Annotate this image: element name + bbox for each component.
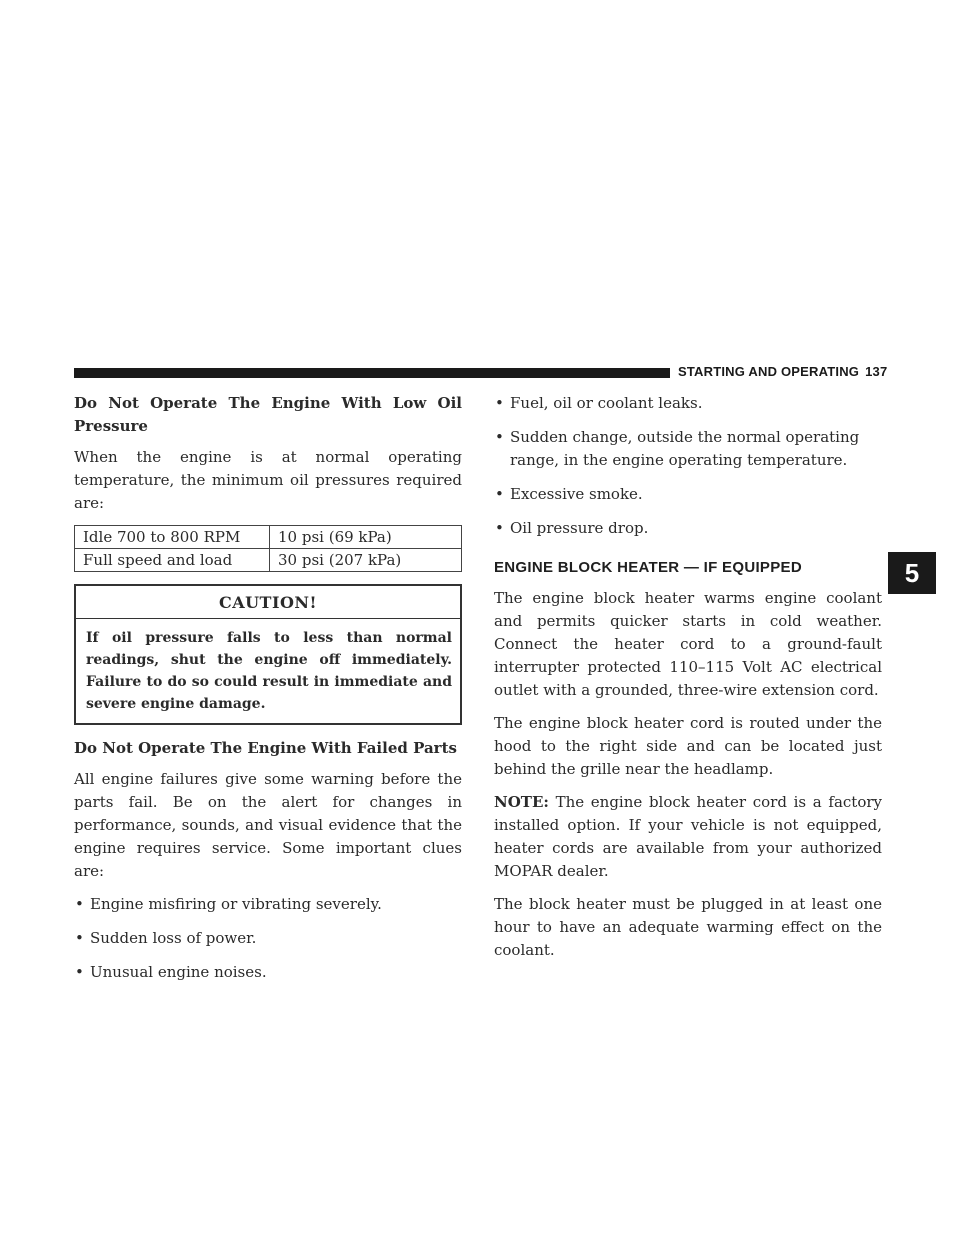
left-column [74,392,462,995]
section-title: STARTING AND OPERATING [678,364,860,379]
block-heater-p2: The engine block heater cord is routed under the hood to the right side and can be located just behind the grille near the headlamp. [494,714,882,778]
failed-parts-heading: Do Not Operate The Engine With Failed Parts [74,739,457,757]
list-item-text: Engine misfiring or vibrating severely. [90,895,382,913]
list-item-text: Fuel, oil or coolant leaks. [510,394,703,412]
running-header [678,364,887,379]
bullet-icon: • [495,428,504,446]
bullet-icon: • [75,963,84,981]
list-item-text: Unusual engine noises. [90,963,267,981]
table-cell: 30 psi (207 kPa) [270,549,462,572]
table-cell: 10 psi (69 kPa) [270,526,462,549]
caution-box [74,584,462,725]
list-item-text: Excessive smoke. [510,485,643,503]
list-item-text: Sudden loss of power. [90,929,257,947]
table-row [75,526,462,549]
list-item [74,961,462,984]
bullet-icon: • [495,519,504,537]
low-oil-heading: Do Not Operate The Engine With Low Oil Pressure [74,394,462,435]
failed-parts-intro: All engine failures give some warning before the parts fail. Be on the alert for changes in performance, sounds, and visual evidence that the engine requires service. Some important clues are: [74,770,462,880]
list-item [494,517,882,540]
bullet-icon: • [75,895,84,913]
header-rule [74,368,670,378]
list-item-text: Sudden change, outside the normal operating range, in the engine operating temperature. [510,428,860,469]
bullet-icon: • [75,929,84,947]
list-item [494,483,882,506]
list-item [74,893,462,916]
note-text: The engine block heater cord is a factory installed option. If your vehicle is not equipped, heater cords are available from your authorized MOPAR dealer. [494,793,882,880]
page-number: 137 [865,364,888,379]
block-heater-p3: The block heater must be plugged in at least one hour to have an adequate warming effect on the coolant. [494,895,882,959]
block-heater-p1: The engine block heater warms engine coolant and permits quicker starts in cold weather. Connect the heater cord to a ground-fault interrupter protected 110–115 Volt AC electrical outlet with a grounded, three-wire extension cord. [494,589,882,699]
caution-title: CAUTION! [76,586,460,619]
table-cell: Idle 700 to 800 RPM [75,526,270,549]
list-item [494,426,882,472]
clues-list-continued [494,392,882,540]
right-column [494,392,882,972]
table-cell: Full speed and load [75,549,270,572]
clues-list [74,893,462,984]
chapter-tab: 5 [888,552,936,594]
bullet-icon: • [495,485,504,503]
block-heater-note [494,791,882,883]
list-item [494,392,882,415]
caution-text: If oil pressure falls to less than normal readings, shut the engine off immediately. Failure to do so could result in immediate and severe engine damage. [86,630,452,712]
block-heater-heading: ENGINE BLOCK HEATER — IF EQUIPPED [494,559,802,576]
bullet-icon: • [495,394,504,412]
list-item-text: Oil pressure drop. [510,519,649,537]
list-item [74,927,462,950]
low-oil-intro: When the engine is at normal operating temperature, the minimum oil pressures required are: [74,448,462,512]
oil-pressure-table [74,525,462,572]
table-row [75,549,462,572]
note-label: NOTE: [494,793,549,811]
